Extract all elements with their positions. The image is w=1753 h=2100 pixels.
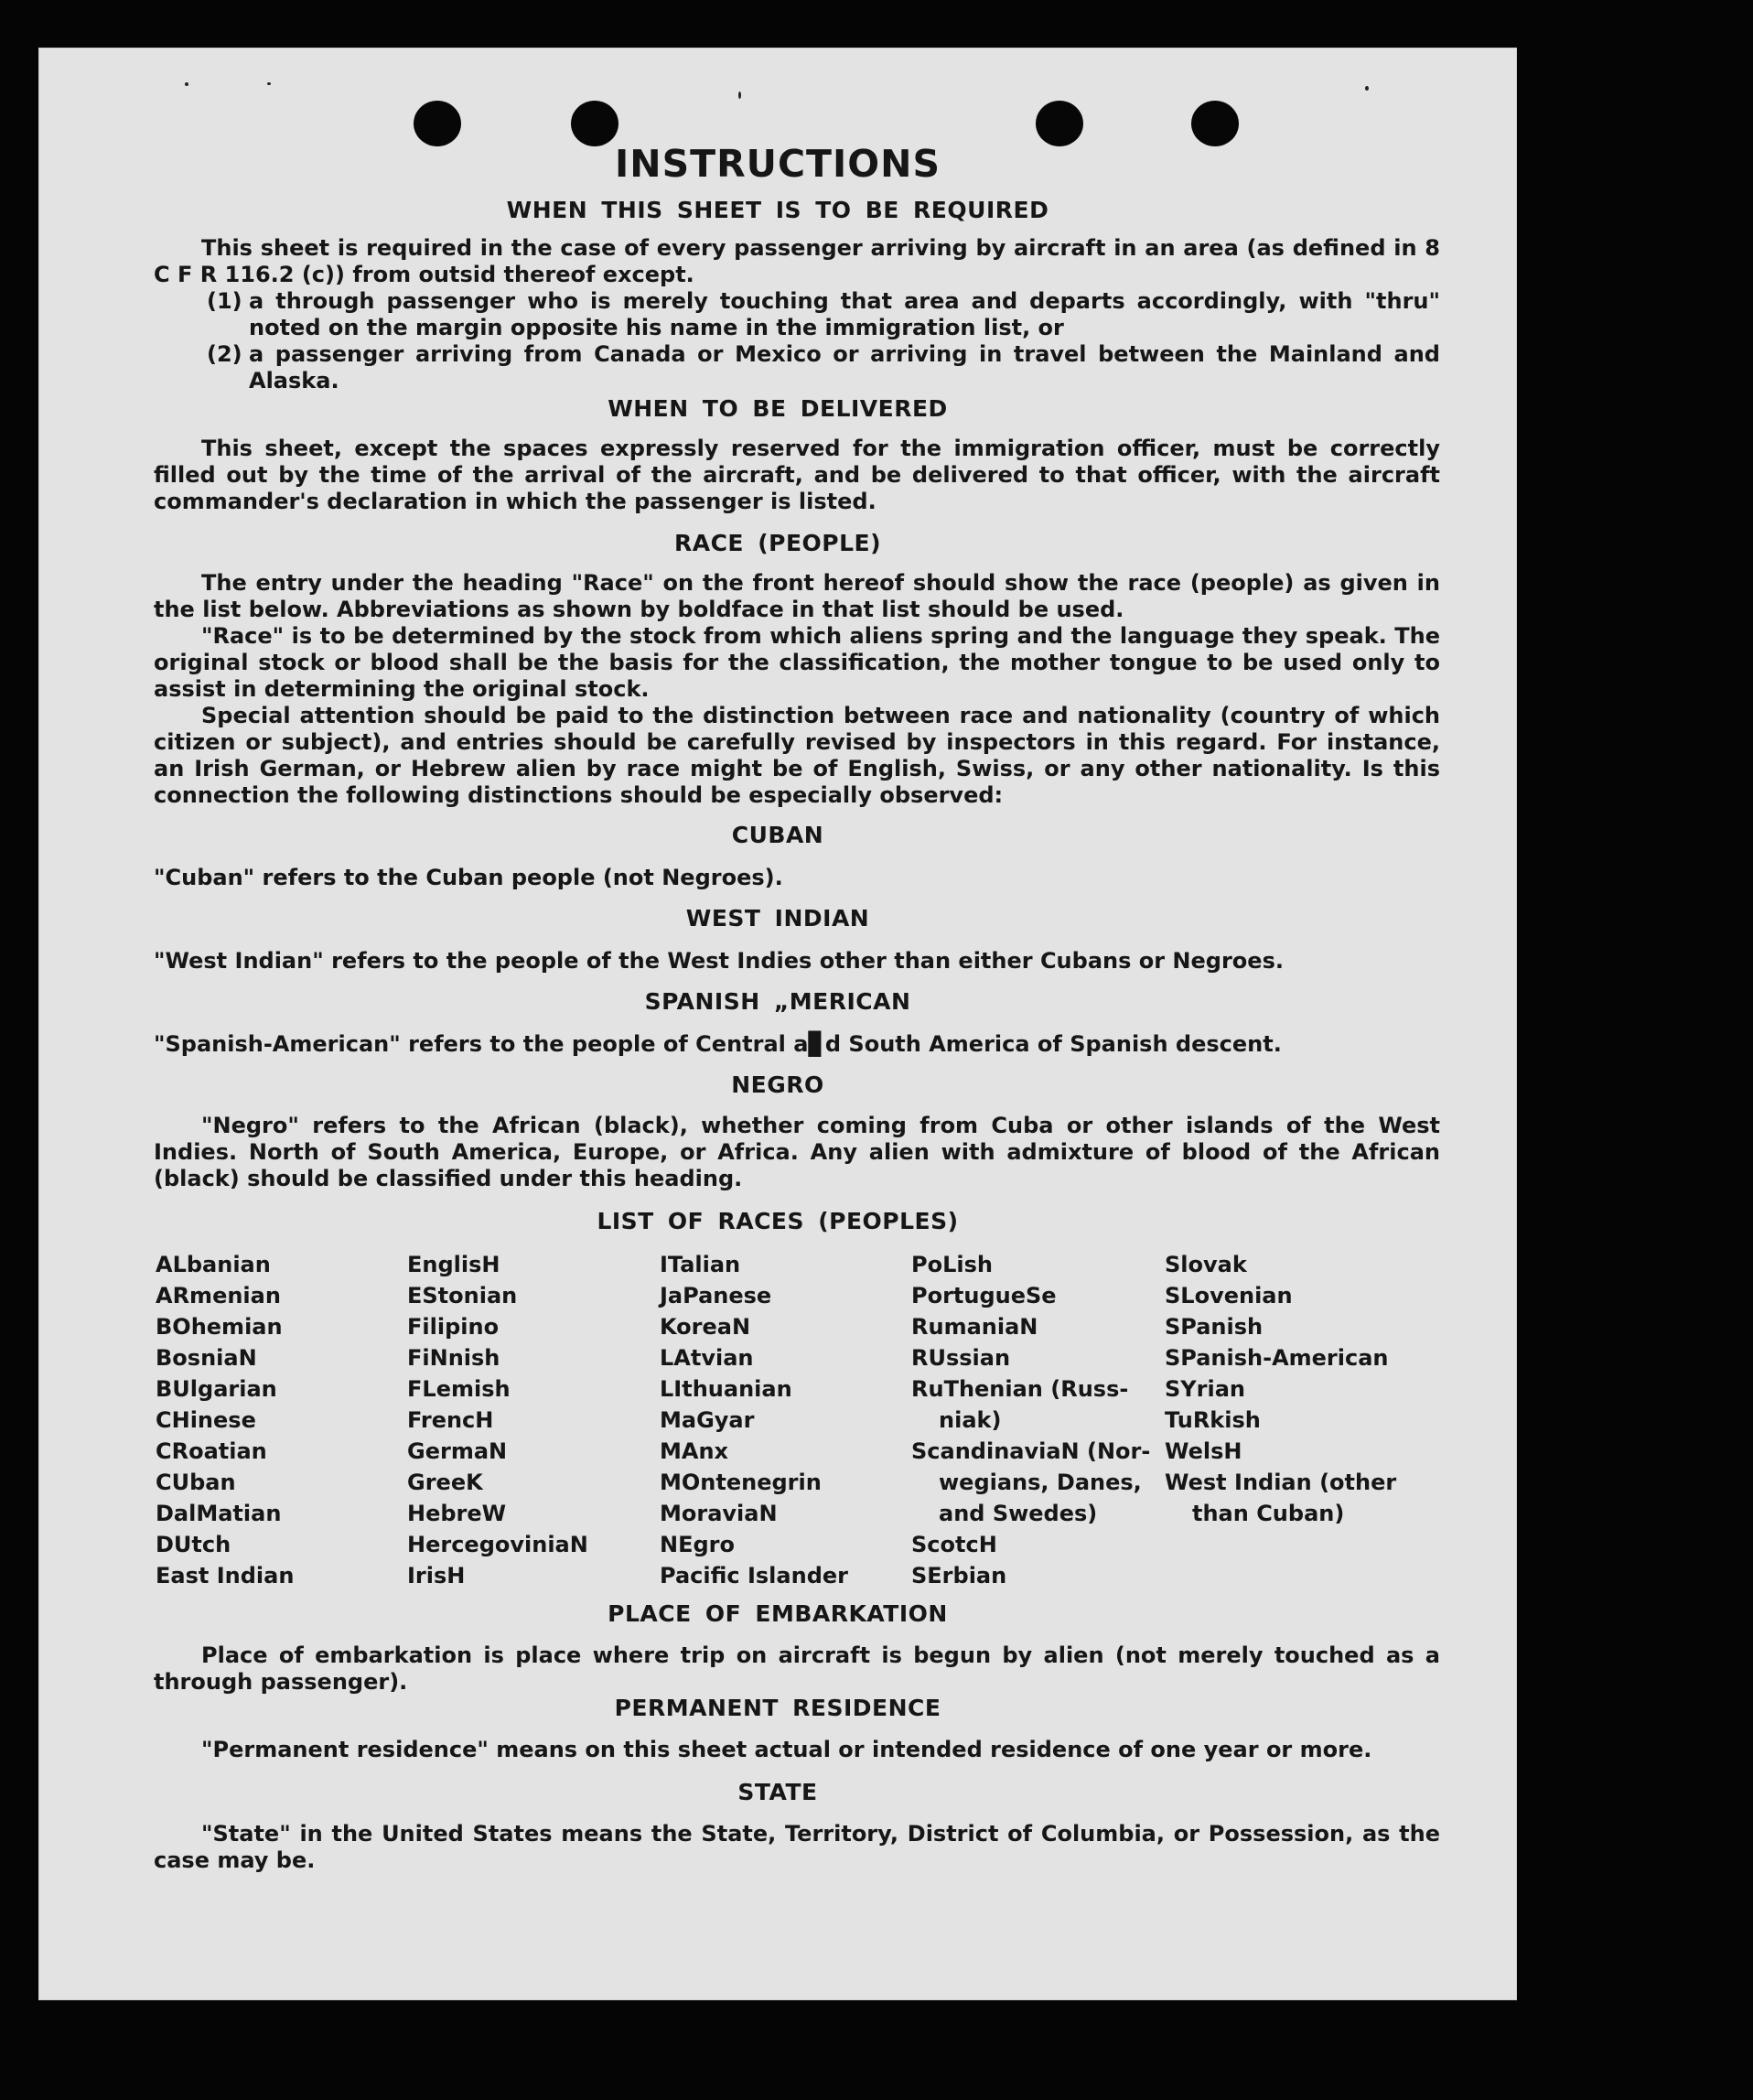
- race-entry: MAnx: [660, 1438, 729, 1464]
- race-entry: ScandinaviaN (Nor-: [911, 1438, 1151, 1464]
- negro-text: "Negro" refers to the African (black), whether coming from Cuba or other islands of the West Indies. North of South America, Europe, or Africa. Any alien with admixture of blood of the African (black) should be classified under this heading.: [154, 1113, 1440, 1191]
- race-entry: KoreaN: [660, 1314, 751, 1340]
- state-text: "State" in the United States means the State, Territory, District of Columbia, or Possession, as the case may be.: [154, 1821, 1440, 1873]
- race-entry: HebreW: [407, 1501, 507, 1526]
- race-entry: SErbian: [911, 1563, 1007, 1588]
- race-entry: CUban: [156, 1470, 236, 1495]
- race-entry: niak): [939, 1407, 1002, 1433]
- delivered-text: This sheet, except the spaces expressly reserved for the immigration officer, must be correctly filled out by the time of the arrival of the aircraft, and be delivered to that officer, with the aircraft commander's declaration in which the passenger is listed.: [154, 436, 1440, 514]
- race-entry: HercegoviniaN: [407, 1532, 588, 1557]
- races-column-4: [911, 1249, 1150, 1591]
- race-entry: LAtvian: [660, 1345, 754, 1371]
- heading-cuban: CUBAN: [731, 822, 824, 848]
- speck: [738, 92, 741, 99]
- spanish-american-text: "Spanish-American" refers to the people of Central a▊d South America of Spanish descent.: [154, 1031, 1282, 1057]
- race-entry: SLovenian: [1165, 1283, 1293, 1308]
- race-entry: PoLish: [911, 1252, 993, 1277]
- race-entry: PortugueSe: [911, 1283, 1057, 1308]
- race-entry: West Indian (other: [1165, 1470, 1397, 1495]
- race-entry: MOntenegrin: [660, 1470, 822, 1495]
- race-entry: GermaN: [407, 1438, 508, 1464]
- race-entry: FrencH: [407, 1407, 494, 1433]
- race-entry: MaGyar: [660, 1407, 755, 1433]
- race-entry: CHinese: [156, 1407, 256, 1433]
- race-entry: RUssian: [911, 1345, 1011, 1371]
- heading-race: RACE (PEOPLE): [673, 530, 882, 556]
- punch-hole: [1036, 101, 1083, 146]
- race-entry: wegians, Danes,: [939, 1470, 1142, 1495]
- heading-negro: NEGRO: [731, 1072, 824, 1098]
- heading-state: STATE: [737, 1779, 818, 1805]
- required-intro: This sheet is required in the case of every passenger arriving by aircraft in an area (as defined in 8 C F R 116.2 (c)) from outsid thereof except.: [154, 235, 1440, 287]
- heading-delivered: WHEN TO BE DELIVERED: [608, 395, 948, 422]
- race-entry: RumaniaN: [911, 1314, 1038, 1340]
- race-entry: ARmenian: [156, 1283, 281, 1308]
- embarkation-text: Place of embarkation is place where trip on aircraft is begun by alien (not merely touched as a through passenger).: [154, 1642, 1440, 1695]
- race-entry: ITalian: [660, 1252, 741, 1277]
- heading-list-of-races: LIST OF RACES (PEOPLES): [597, 1208, 959, 1234]
- race-entry: ALbanian: [156, 1252, 271, 1277]
- heading-embarkation: PLACE OF EMBARKATION: [608, 1600, 948, 1627]
- race-entry: GreeK: [407, 1470, 483, 1495]
- speck: [185, 82, 188, 86]
- race-entry: Filipino: [407, 1314, 500, 1340]
- speck: [1365, 86, 1369, 91]
- race-entry: East Indian: [156, 1563, 295, 1588]
- race-entry: EStonian: [407, 1283, 518, 1308]
- race-entry: FLemish: [407, 1376, 511, 1402]
- race-p1: The entry under the heading "Race" on the front hereof should show the race (people) as given in the list below. Abbreviations as shown by boldface in that list should be used.: [154, 570, 1440, 622]
- race-entry: WelsH: [1165, 1438, 1242, 1464]
- race-entry: BUlgarian: [156, 1376, 277, 1402]
- race-entry: BOhemian: [156, 1314, 283, 1340]
- required-item-2: [207, 341, 1440, 394]
- race-entry: and Swedes): [939, 1501, 1098, 1526]
- race-entry: Pacific Islander: [660, 1563, 848, 1588]
- race-entry: IrisH: [407, 1563, 466, 1588]
- race-entry: SPanish-American: [1165, 1345, 1389, 1371]
- cuban-text: "Cuban" refers to the Cuban people (not Negroes).: [154, 865, 783, 890]
- race-entry: than Cuban): [1192, 1501, 1345, 1526]
- race-entry: FiNnish: [407, 1345, 500, 1371]
- race-p3: Special attention should be paid to the distinction between race and nationality (country of which citizen or subject), and entries should be carefully revised by inspectors in this regard. For instance, an Irish German, or Hebrew alien by race might be of English, Swiss, or any other nationality. Is this connection the following distinctions should be especially observed:: [154, 703, 1440, 808]
- residence-text: "Permanent residence" means on this sheet actual or intended residence of one year or more.: [201, 1737, 1372, 1762]
- races-column-5: [1165, 1249, 1396, 1529]
- heading-west-indian: WEST INDIAN: [685, 905, 870, 932]
- item-number: (2): [207, 341, 242, 367]
- race-entry: CRoatian: [156, 1438, 267, 1464]
- west-indian-text: "West Indian" refers to the people of the West Indies other than either Cubans or Negroes.: [154, 948, 1284, 974]
- race-entry: DalMatian: [156, 1501, 282, 1526]
- races-column-2: [407, 1249, 588, 1591]
- punch-hole: [414, 101, 461, 146]
- heading-permanent-residence: PERMANENT RESIDENCE: [614, 1695, 941, 1721]
- race-entry: NEgro: [660, 1532, 735, 1557]
- race-entry: DUtch: [156, 1532, 231, 1557]
- race-entry: Slovak: [1165, 1252, 1247, 1277]
- race-entry: TuRkish: [1165, 1407, 1261, 1433]
- race-entry: MoraviaN: [660, 1501, 778, 1526]
- race-entry: SPanish: [1165, 1314, 1264, 1340]
- item-text: a through passenger who is merely touching that area and departs accordingly, with "thru" noted on the margin opposite his name in the immigration list, or: [249, 288, 1440, 340]
- race-entry: ScotcH: [911, 1532, 997, 1557]
- races-column-1: [156, 1249, 294, 1591]
- item-text: a passenger arriving from Canada or Mexico or arriving in travel between the Mainland and Alaska.: [249, 341, 1440, 393]
- race-entry: JaPanese: [660, 1283, 772, 1308]
- form-sheet: [38, 48, 1517, 2000]
- race-entry: RuThenian (Russ-: [911, 1376, 1129, 1402]
- punch-hole: [1191, 101, 1239, 146]
- race-entry: EnglisH: [407, 1252, 500, 1277]
- race-entry: LIthuanian: [660, 1376, 792, 1402]
- heading-required: WHEN THIS SHEET IS TO BE REQUIRED: [506, 197, 1049, 223]
- speck: [267, 82, 271, 85]
- race-entry: BosniaN: [156, 1345, 257, 1371]
- required-item-1: [207, 288, 1440, 341]
- heading-spanish-american: SPANISH „MERICAN: [644, 988, 911, 1015]
- races-column-3: [660, 1249, 848, 1591]
- page-title: INSTRUCTIONS: [615, 142, 941, 186]
- race-entry: SYrian: [1165, 1376, 1246, 1402]
- race-p2: "Race" is to be determined by the stock from which aliens spring and the language they speak. The original stock or blood shall be the basis for the classification, the mother tongue to be used only to assist in determining the original stock.: [154, 623, 1440, 702]
- punch-hole: [571, 101, 618, 146]
- item-number: (1): [207, 288, 242, 314]
